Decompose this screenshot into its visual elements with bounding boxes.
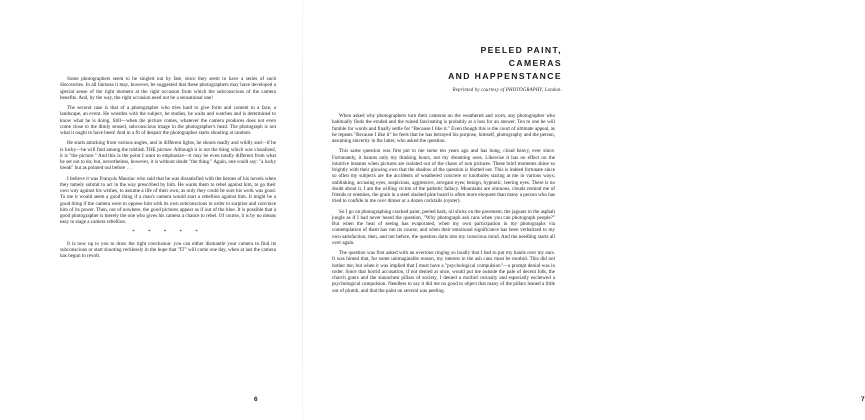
right-paragraph-1: When asked why photographers turn their cameras on the weathered and worn, any photographer who habitually finds the eroded and the ruined fascinating is probably at a loss for an answer. Ten to one he will fumble for words and finally settle for "Because I like it." Even though this is the court of ultimate appeal, as he repeats "Because I like it" he feels that he has betrayed his purpose, himself, photography and the person, assuming sincerity in the latter, who asked the question. bbox=[332, 113, 555, 144]
left-paragraph-2: The second case is that of a photographer who tries hard to give form and content to a face, a landscape, an event. He wrestles with the subject, he studies, he waits and watches and is determined to know what he is doing. Still—when the picture comes, whatever the camera produces does not even come close to the dimly sensed, subconscious image in the photographer's head. The photograph is not what it ought to have been! And in a fit of despair the photographer starts shooting at random. bbox=[60, 105, 276, 136]
right-page-body bbox=[332, 113, 555, 298]
left-paragraph-final: It is now up to you to draw the right conclusion: you can either dismantle your camera to find its subconscious or start shooting recklessly in the hope that "IT" will come one day, when at last the camera has begun to revolt. bbox=[60, 240, 276, 260]
right-paragraph-2: This same question was first put to me some ten years ago and has hung, cloud heavy, ever since. Fortunately, it haunts only my thinking hours, not my dreaming ones. Likewise it has no effect on the intuitive instants when pictures are isolated out of the chaos of non pictures. These brief moments shine so brightly with their glowing own that the shadow of the question is blotted out. This is indeed fortunate since so often my subjects are the accidents of weathered concrete or knotholes staring at me in various ways; unblinking, accusing eyes, suspicious, aggressive, arrogant eyes; benign, hypnotic, leering eyes. There is no doubt about it, I am the willing victim of the pathetic fallacy. Mountains are ominous, clouds remind me of friends or enemies, the grain in a steel slashed pine board is often more eloquent than many a person who has tried to confide in me over dinner or a dozen cocktails (oyster). bbox=[332, 148, 555, 205]
left-paragraph-3: He starts attacking from various angles, and in different lights, he shoots madly and wildly and—if he is lucky—he will find among the rubbish THE picture. Although it is not the thing which was visualized, it is "the picture." And this is the point I want to emphasize—it may be even totally different from what he set out to do; but, nevertheless, however, it is without doubt "the thing." Again, one could say: "a lucky break" but as pointed out before . . . bbox=[60, 140, 276, 172]
article-title-line-2: CAMERAS bbox=[508, 58, 562, 68]
right-paragraph-3: So I go on photographing cracked paint, peeled bark, oil slicks on the pavement, the jaguars in the asphalt jungle as if I had never heard the question, "Why photograph ash cans when you can photograph people?" But when the heat of seeing has evaporated, when my own participation in my photographs via contemplation of them has run its course, and when their emotional significance has been verbalized to my own satisfaction, then, and not before, the question darts into my conscious mind. And the needling starts all over again. bbox=[332, 208, 555, 246]
article-title bbox=[448, 44, 562, 83]
left-paragraph-4: I believe it was François Mauriac who said that he was dissatisfied with the heroes of his novels when they tamely submit to act in the way prescribed by him. He wants them to rebel against him, to go their own way against his wishes, to assume a life of their own, as only they could be sure his work was good. To me it would seem a good thing if a man's camera would start a rebellion against him. It might be a good thing if the camera were to oppose him with its own subconscious in order to surprise and convince him of its power. Then, out of nowhere, the good pictures appear as if out of the blue. It is possible that a good photographer is merely the one who gives his camera a chance to rebel. Of course, it is by no means easy to stage a camera rebellion. bbox=[60, 175, 276, 226]
left-page bbox=[0, 0, 303, 420]
page-number-right: 7 bbox=[861, 396, 865, 403]
article-title-line-1: PEELED PAINT, bbox=[480, 45, 562, 55]
article-title-line-3: AND HAPPENSTANCE bbox=[448, 71, 562, 81]
section-separator: * * * * * bbox=[132, 229, 204, 235]
reprint-credit: Reprinted by courtesy of PHOTOGRAPHY, London. bbox=[452, 88, 562, 93]
left-paragraph-1: Some photographers seem to be singled out by fate, since they seem to have a series of such discoveries. In all fairness it may, however, be suggested that these photographers may have developed a special sense of the right moment at the right occasion from which the subconscious of the camera benefits. And, by the way, the right occasion need not be a sensational one! bbox=[60, 76, 276, 101]
page-number-left: 6 bbox=[254, 396, 258, 403]
left-page-body bbox=[60, 76, 276, 264]
right-paragraph-4: The question was first asked with an overtone ringing so loudly that I had to put my hands over my ears. It was hinted that, for some unimaginable reason, my interest in the ash cans must be morbid. This did not bother me; but when it was implied that I must have a "psychological compulsion"—a prompt denial was in order. Since that horrid accusation, if not denied at once, would put me outside the pale of decent folk, the church goers and the staunchest pillars of society, I denied a morbid curiosity and especially eschewed a psychological compulsion. Needless to say it did me no good to object that many of the pillars leaned a little out of plumb, and that the paint on several was peeling. bbox=[332, 250, 555, 294]
